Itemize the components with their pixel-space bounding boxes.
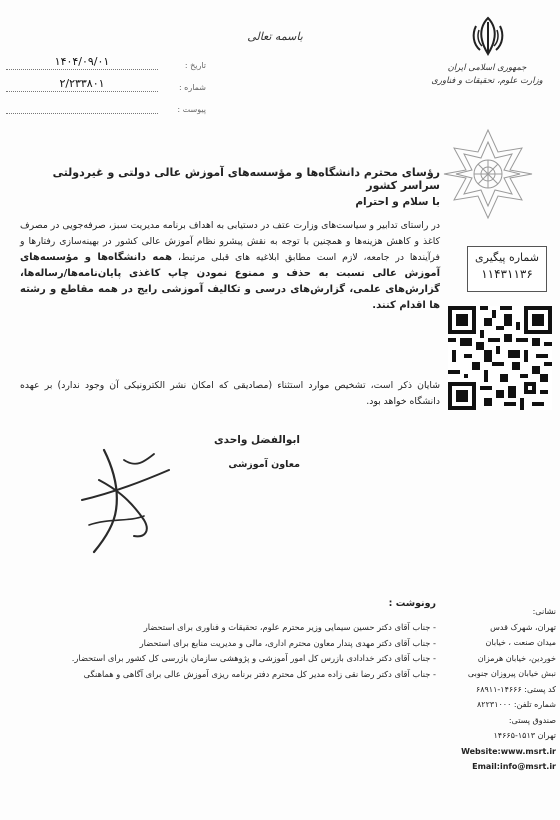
- attachment-row: [6, 92, 206, 114]
- ornament-rosette-icon: [440, 126, 536, 222]
- bismillah-heading: باسمه تعالی: [247, 30, 303, 43]
- cc-item: - جناب آقای دکتر حسین سیمایی وزیر محترم علوم، تحقیقات و فناوری برای استحضار: [143, 622, 436, 632]
- tracking-label: شماره پیگیری: [475, 251, 539, 264]
- address-line: تهران ۱۵۱۳-۱۴۶۶۵: [493, 731, 556, 740]
- attachment-value: [6, 112, 158, 114]
- paragraph-1-text: در راستای تدابیر و سیاست‌های وزارت عتف در دستیابی به اهداف برنامه مدیریت سبز، صرفه‌جویی در مصرف کاغذ و کاهش هزینه‌ها و همچنین با توجه به نقش پیشرو نظام آموزش عالی کشور در بهینه‌سازی رفتارها و فرآیندها در جامعه، لازم است مطابق ابلاغیه های قبلی مرتبط،: [20, 220, 440, 263]
- ministry-line-2: وزارت علوم، تحقیقات و فناوری: [431, 76, 543, 86]
- cc-label: رونوشت :: [388, 598, 436, 609]
- number-label: شماره :: [178, 83, 206, 92]
- address-line: خوردین، خیابان هرمزان: [477, 653, 556, 663]
- ministry-heading: [420, 62, 554, 88]
- email-link[interactable]: Email:info@msrt.ir: [472, 762, 556, 771]
- cc-item: - جناب آقای دکتر خدادادی بازرس کل امور آموزشی و پژوهشی سازمان بازرسی کل کشور برای استحضار.: [71, 653, 436, 663]
- signatory-name: ابوالفضل واحدی: [214, 434, 300, 446]
- letter-greeting: با سلام و احترام: [355, 196, 440, 208]
- date-label: تاریخ :: [184, 61, 206, 70]
- number-row: [6, 70, 206, 92]
- address-line: نبش خیابان پیروزان جنوبی: [467, 669, 556, 678]
- letter-meta: [6, 48, 206, 114]
- tracking-number: ۱۱۴۳۱۱۳۶: [481, 267, 533, 281]
- attachment-label: پیوست :: [177, 105, 206, 114]
- handwritten-signature: [74, 440, 184, 560]
- letter-paragraph-2: شایان ذکر است، تشخیص موارد استثناء (مصادیقی که امکان نشر الکترونیکی آن وجود ندارد) بر عهده دانشگاه خواهد بود.: [20, 380, 440, 407]
- date-row: [6, 48, 206, 70]
- website-link[interactable]: Website:www.msrt.ir: [461, 746, 556, 756]
- address-line: نشانی:: [532, 607, 556, 616]
- number-value: ۲/۲۳۳۸۰۱: [6, 77, 158, 92]
- tracking-box: [467, 246, 547, 292]
- cc-list: [20, 620, 436, 682]
- iran-emblem-icon: [466, 14, 510, 58]
- letter-recipient: رؤسای محترم دانشگاه‌ها و مؤسسه‌های آموزش عالی دولتی و غیردولتی سراسر کشور: [52, 166, 440, 192]
- cc-item: - جناب آقای دکتر رضا نقی زاده مدیر کل محترم دفتر برنامه ریزی آموزش عالی برای آگاهی و هماهنگی: [83, 668, 436, 679]
- address-line: تهران، شهرک قدس: [490, 622, 556, 632]
- letter-paragraph-1: [20, 218, 440, 314]
- paragraph-1-emphasis: همه دانشگاه‌ها و مؤسسه‌های آموزش عالی نسبت به حذف و ممنوع نمودن چاپ کاغذی پایان‌نامه‌ها/رساله‌ها، گزارش‌های علمی، گزارش‌های درسی و تکالیف آموزشی رایج در همه مقاطع و رشته ها اقدام کنند.: [20, 252, 440, 311]
- ministry-line-1: جمهوری اسلامی ایران: [447, 63, 527, 73]
- address-line: میدان صنعت ، خیابان: [485, 638, 556, 647]
- signatory-title: معاون آموزشی: [228, 459, 300, 470]
- address-line: کد پستی: ۱۴۶۶۶-۶۸۹۱۱: [475, 684, 556, 694]
- cc-item: - جناب آقای دکتر مهدی پندار معاون محترم اداری، مالی و مدیریت منابع برای استحضار: [139, 637, 436, 648]
- qr-code-icon: [448, 306, 552, 410]
- date-value: ۱۴۰۴/۰۹/۰۱: [6, 55, 158, 70]
- address-line: شماره تلفن: ۸۲۲۳۱۰۰۰: [477, 700, 556, 709]
- address-line: صندوق پستی:: [508, 715, 556, 725]
- ministry-address: [440, 604, 556, 775]
